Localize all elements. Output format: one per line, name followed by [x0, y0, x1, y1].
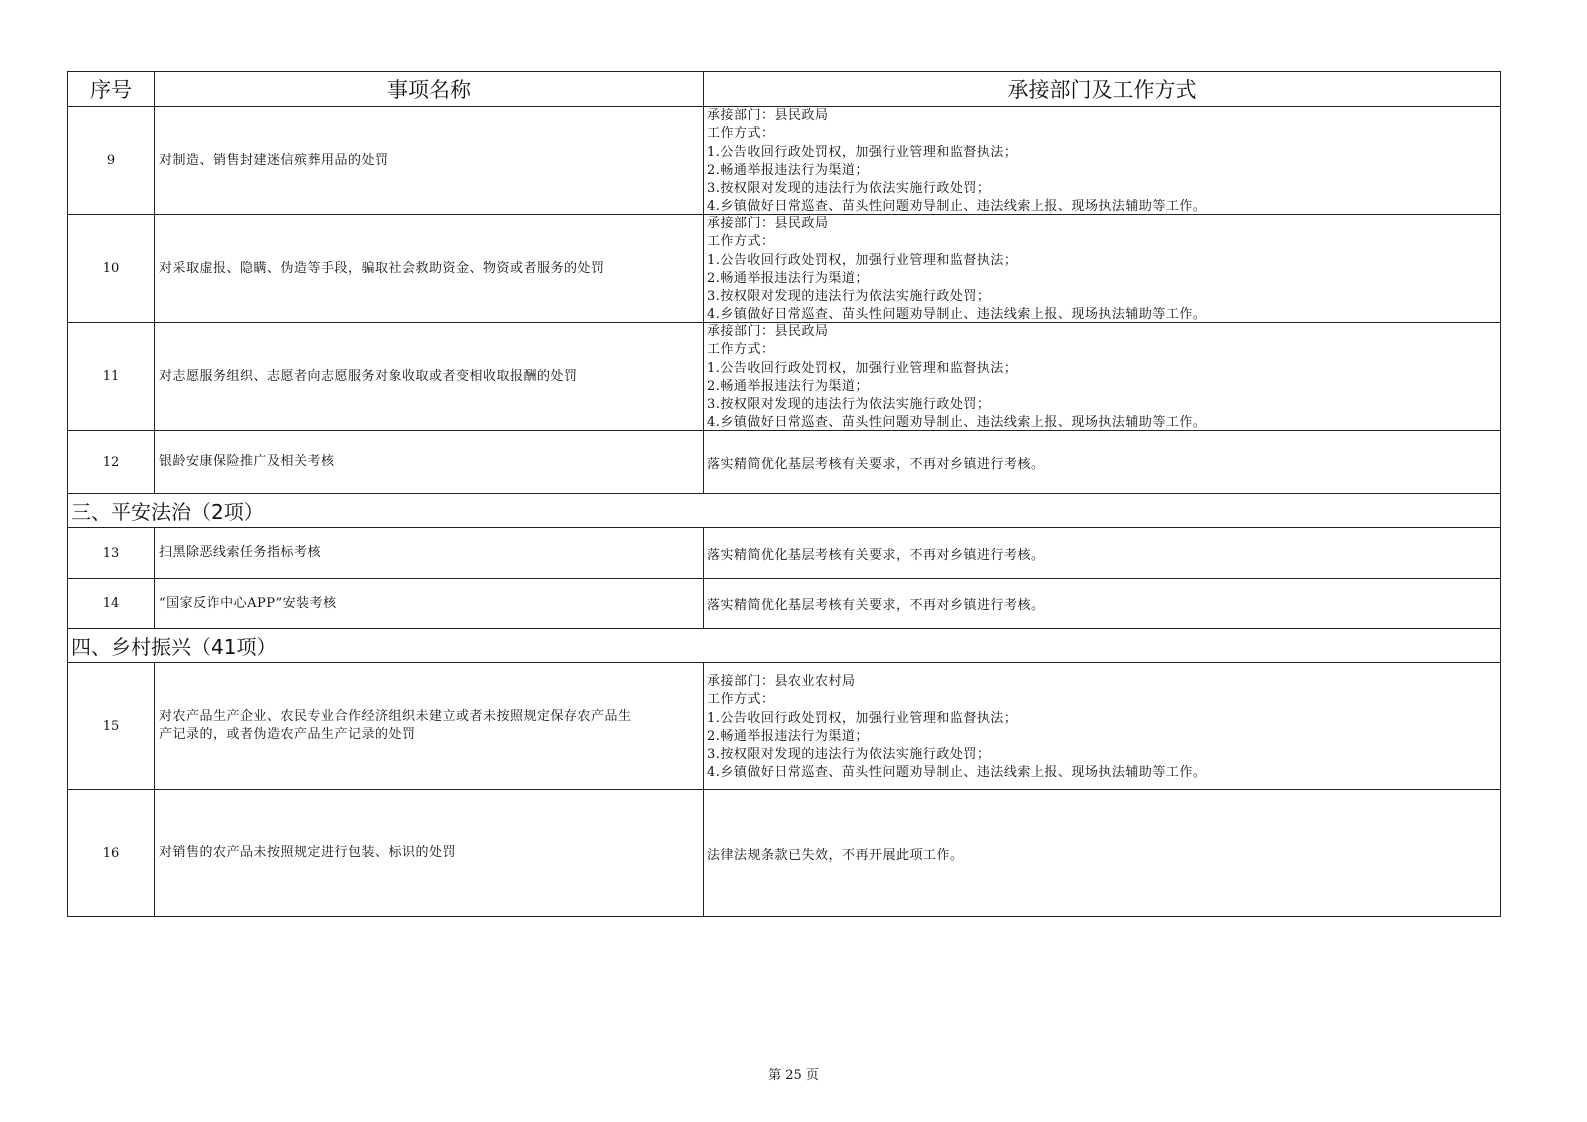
row-item-name: [155, 663, 704, 790]
row-index: 13: [68, 528, 155, 579]
page-number: 第 25 页: [768, 1068, 819, 1083]
dept-line: 1.公告收回行政处罚权，加强行业管理和监督执法；: [707, 252, 1018, 268]
row-index: 10: [68, 215, 155, 323]
row-item-name: 对采取虚报、隐瞒、伪造等手段，骗取社会救助资金、物资或者服务的处罚: [155, 215, 704, 323]
section-row: [68, 629, 1501, 663]
row-item-name: 对销售的农产品未按照规定进行包装、标识的处罚: [155, 790, 704, 917]
row-index: 12: [68, 431, 155, 494]
dept-line: 工作方式：: [707, 692, 775, 708]
row-dept-mode: 落实精简优化基层考核有关要求，不再对乡镇进行考核。: [704, 431, 1501, 494]
dept-line: 承接部门：县民政局: [707, 324, 829, 339]
row-dept-mode: [704, 663, 1501, 790]
header-dept: 承接部门及工作方式: [704, 72, 1501, 107]
table-row: [68, 107, 1501, 215]
row-index: 9: [68, 107, 155, 215]
dept-line: 2.畅通举报违法行为渠道；: [707, 270, 869, 286]
header-row: [68, 72, 1501, 107]
table-row: [68, 431, 1501, 494]
row-item-name: 对志愿服务组织、志愿者向志愿服务对象收取或者变相收取报酬的处罚: [155, 323, 704, 431]
table-row: [68, 528, 1501, 579]
dept-line: 2.畅通举报违法行为渠道；: [707, 162, 869, 178]
name-line: 产记录的，或者伪造农产品生产记录的处罚: [159, 727, 416, 742]
row-dept-mode: [704, 107, 1501, 215]
dept-line: 3.按权限对发现的违法行为依法实施行政处罚；: [707, 289, 991, 305]
table-row: [68, 790, 1501, 917]
row-item-name: 扫黑除恶线索任务指标考核: [155, 528, 704, 579]
row-item-name: 对制造、销售封建迷信殡葬用品的处罚: [155, 107, 704, 215]
dept-line: 1.公告收回行政处罚权，加强行业管理和监督执法；: [707, 710, 1018, 726]
dept-line: 1.公告收回行政处罚权，加强行业管理和监督执法；: [707, 144, 1018, 160]
section-row: [68, 494, 1501, 528]
dept-line: 3.按权限对发现的违法行为依法实施行政处罚；: [707, 181, 991, 197]
dept-line: 工作方式：: [707, 342, 775, 358]
header-item: 事项名称: [155, 72, 704, 107]
row-index: 16: [68, 790, 155, 917]
name-line: 对农产品生产企业、农民专业合作经济组织未建立或者未按照规定保存农产品生: [159, 709, 632, 724]
dept-line: 工作方式：: [707, 126, 775, 142]
header-index: 序号: [68, 72, 155, 107]
dept-line: 4.乡镇做好日常巡查、苗头性问题劝导制止、违法线索上报、现场执法辅助等工作。: [707, 765, 1207, 781]
dept-line: 4.乡镇做好日常巡查、苗头性问题劝导制止、违法线索上报、现场执法辅助等工作。: [707, 415, 1207, 429]
section-title: 四、乡村振兴（41项）: [68, 629, 1501, 663]
table-row: [68, 579, 1501, 629]
row-item-name: “国家反诈中心APP”安装考核: [155, 579, 704, 629]
row-dept-mode: [704, 323, 1501, 431]
section-title: 三、平安法治（2项）: [68, 494, 1501, 528]
dept-line: 工作方式：: [707, 234, 775, 250]
dept-line: 4.乡镇做好日常巡查、苗头性问题劝导制止、违法线索上报、现场执法辅助等工作。: [707, 307, 1207, 321]
table-row: [68, 663, 1501, 790]
row-index: 11: [68, 323, 155, 431]
row-dept-mode: 落实精简优化基层考核有关要求，不再对乡镇进行考核。: [704, 528, 1501, 579]
dept-line: 4.乡镇做好日常巡查、苗头性问题劝导制止、违法线索上报、现场执法辅助等工作。: [707, 199, 1207, 213]
dept-line: 承接部门：县民政局: [707, 216, 829, 231]
matters-table: [67, 71, 1501, 917]
dept-line: 1.公告收回行政处罚权，加强行业管理和监督执法；: [707, 360, 1018, 376]
row-index: 15: [68, 663, 155, 790]
dept-line: 承接部门：县农业农村局: [707, 674, 856, 689]
dept-line: 2.畅通举报违法行为渠道；: [707, 728, 869, 744]
table-row: [68, 215, 1501, 323]
row-item-name: 银龄安康保险推广及相关考核: [155, 431, 704, 494]
dept-line: 承接部门：县民政局: [707, 108, 829, 123]
table-row: [68, 323, 1501, 431]
dept-line: 3.按权限对发现的违法行为依法实施行政处罚；: [707, 397, 991, 413]
row-dept-mode: [704, 215, 1501, 323]
dept-line: 3.按权限对发现的违法行为依法实施行政处罚；: [707, 747, 991, 763]
row-index: 14: [68, 579, 155, 629]
row-dept-mode: 法律法规条款已失效，不再开展此项工作。: [704, 790, 1501, 917]
row-dept-mode: 落实精简优化基层考核有关要求，不再对乡镇进行考核。: [704, 579, 1501, 629]
dept-line: 2.畅通举报违法行为渠道；: [707, 378, 869, 394]
